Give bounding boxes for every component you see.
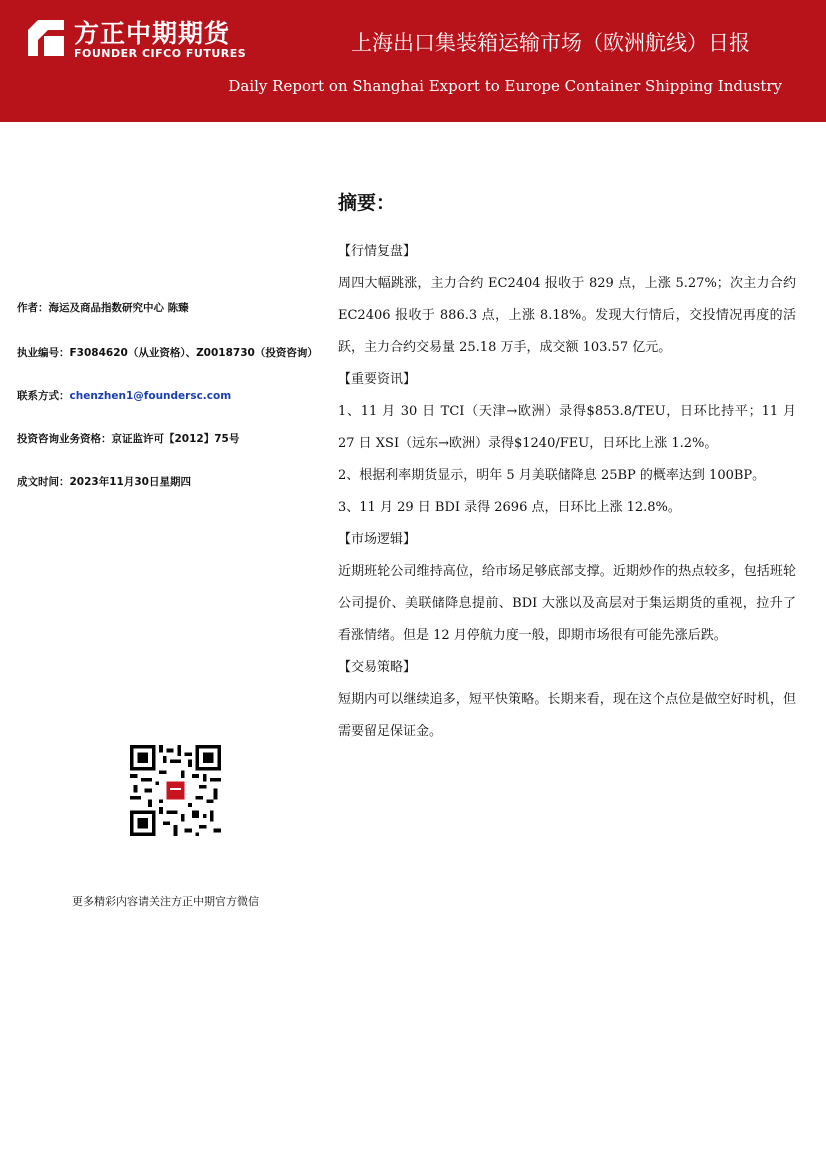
founder-logo-icon <box>24 16 68 60</box>
summary-body <box>338 236 796 748</box>
author-value: 海运及商品指数研究中心 陈臻 <box>48 302 189 314</box>
section-heading-market-review: 【行情复盘】 <box>338 244 417 259</box>
key-news-item-1: 1、11 月 30 日 TCI（天津→欧洲）录得$853.8/TEU，日环比持平；11 月 27 日 XSI（远东→欧洲）录得$1240/FEU，日环比上涨 1.2%。 <box>338 404 796 451</box>
key-news-item-2: 2、根据利率期货显示，明年 5 月美联储降息 25BP 的概率达到 100BP。 <box>338 468 766 483</box>
author-label: 作者： <box>17 302 49 314</box>
date-value: 2023年11月30日星期四 <box>69 476 191 488</box>
contact-label: 联系方式： <box>17 390 70 402</box>
market-review-paragraph: 周四大幅跳涨，主力合约 EC2404 报收于 829 点，上涨 5.27%；次主力合约 EC2406 报收于 886.3 点，上涨 8.18%。发现大行情后，交投情况再度的活跃，主力合约交易量 25.18 万手，成交额 103.57 亿元。 <box>338 276 796 355</box>
section-heading-trading-strategy: 【交易策略】 <box>338 660 417 675</box>
date-line <box>17 474 191 489</box>
logo-text-en: FOUNDER CIFCO FUTURES <box>74 47 247 60</box>
report-title-cn: 上海出口集装箱运输市场（欧洲航线）日报 <box>351 31 750 55</box>
market-logic-paragraph: 近期班轮公司维持高位，给市场足够底部支撑。近期炒作的热点较多，包括班轮公司提价、美联储降息提前、BDI 大涨以及高层对于集运期货的重视，拉升了看涨情绪。但是 12 月停航力度一般，即期市场很有可能先涨后跌。 <box>338 564 796 643</box>
qr-caption: 更多精彩内容请关注方正中期官方微信 <box>72 895 259 908</box>
logo-text-cn: 方正中期期货 <box>74 19 231 48</box>
contact-email-link[interactable]: chenzhen1@foundersc.com <box>69 390 232 402</box>
company-logo <box>24 14 247 66</box>
section-heading-market-logic: 【市场逻辑】 <box>338 532 417 547</box>
summary-title: 摘要： <box>338 192 396 214</box>
report-header <box>0 0 826 122</box>
license-label: 执业编号： <box>17 347 70 359</box>
license-value: F3084620（从业资格）、Z0018730（投资咨询） <box>69 347 318 359</box>
contact-line <box>17 388 231 403</box>
license-line <box>17 345 318 360</box>
key-news-item-3: 3、11 月 29 日 BDI 录得 2696 点，日环比上涨 12.8%。 <box>338 500 681 515</box>
qualification-line <box>17 431 239 446</box>
wechat-qr-code <box>130 745 221 836</box>
section-heading-key-news: 【重要资讯】 <box>338 372 417 387</box>
author-line <box>17 300 189 315</box>
qualification-label: 投资咨询业务资格： <box>17 433 112 445</box>
date-label: 成文时间： <box>17 476 70 488</box>
report-title-en: Daily Report on Shanghai Export to Europe Container Shipping Industry <box>228 77 782 95</box>
trading-strategy-paragraph: 短期内可以继续追多，短平快策略。长期来看，现在这个点位是做空好时机，但需要留足保证金。 <box>338 692 796 739</box>
qualification-value: 京证监许可【2012】75号 <box>111 433 240 445</box>
